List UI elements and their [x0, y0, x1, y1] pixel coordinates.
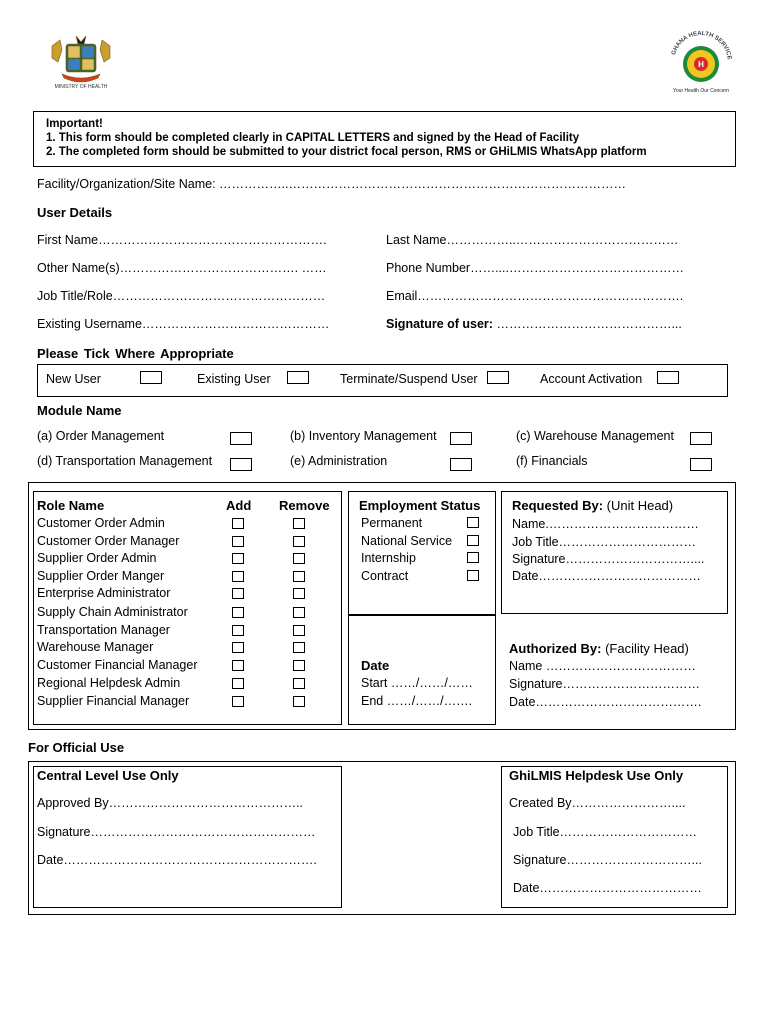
user-signature-dots: ……………………………………... — [492, 317, 682, 331]
employment-status-checkbox[interactable] — [467, 517, 479, 528]
role-name-label: Enterprise Administrator — [37, 586, 171, 600]
user-signature-field[interactable] — [386, 317, 682, 331]
requested-by-note: (Unit Head) — [603, 498, 674, 513]
new-user-checkbox[interactable] — [140, 371, 162, 384]
role-name-label: Supplier Order Manger — [37, 569, 165, 583]
requested-by-heading — [512, 498, 673, 513]
tick-heading: Please Tick Where Appropriate — [37, 346, 234, 361]
module-transportation-management-checkbox[interactable] — [230, 458, 252, 471]
role-add-checkbox[interactable] — [232, 536, 244, 547]
ministry-caption: MINISTRY OF HEALTH — [54, 84, 108, 90]
module-inventory-management-label: (b) Inventory Management — [290, 429, 437, 443]
existing-user-checkbox[interactable] — [287, 371, 309, 384]
authorized-by-date-field[interactable]: Date…………………………………. — [509, 695, 702, 709]
role-add-checkbox[interactable] — [232, 660, 244, 671]
ghs-arc-text: GHANA HEALTH SERVICE — [670, 30, 732, 61]
requested-by-signature-field[interactable]: Signature………………………….... — [512, 552, 705, 566]
module-order-management-label: (a) Order Management — [37, 429, 165, 443]
ghs-tagline: Your Health Our Concern — [673, 88, 729, 94]
role-add-checkbox[interactable] — [232, 625, 244, 636]
employment-status-label: Contract — [361, 569, 409, 583]
requested-by-name-field[interactable]: Name.……………………………… — [512, 517, 699, 531]
role-remove-checkbox[interactable] — [293, 536, 305, 547]
role-add-checkbox[interactable] — [232, 678, 244, 689]
last-name-field[interactable]: Last Name……………..………………………………… — [386, 233, 679, 247]
role-add-checkbox[interactable] — [232, 696, 244, 707]
role-add-checkbox[interactable] — [232, 642, 244, 653]
role-remove-checkbox[interactable] — [293, 588, 305, 599]
important-line-1: 1. This form should be completed clearly in CAPITAL LETTERS and signed by the Head of Facility — [46, 132, 580, 144]
role-name-label: Transportation Manager — [37, 623, 170, 637]
role-add-checkbox[interactable] — [232, 588, 244, 599]
role-name-label: Customer Order Manager — [37, 534, 180, 548]
role-add-checkbox[interactable] — [232, 518, 244, 529]
module-transportation-management-label: (d) Transportation Management — [37, 454, 213, 468]
new-user-label: New User — [46, 372, 101, 386]
module-warehouse-management-checkbox[interactable] — [690, 432, 712, 445]
add-header: Add — [226, 498, 252, 513]
role-remove-checkbox[interactable] — [293, 625, 305, 636]
role-name-label: Supplier Financial Manager — [37, 694, 190, 708]
employment-status-label: National Service — [361, 534, 453, 548]
ministry-of-health-coat-of-arms-logo — [48, 34, 114, 90]
module-financials-checkbox[interactable] — [690, 458, 712, 471]
ghs-letter: H — [698, 60, 704, 69]
job-title-field[interactable]: Job Title/Role…………………………………………… — [37, 289, 326, 303]
role-remove-checkbox[interactable] — [293, 553, 305, 564]
existing-username-field[interactable]: Existing Username……………………………………… — [37, 317, 330, 331]
central-level-heading: Central Level Use Only — [37, 768, 179, 783]
terminate-suspend-user-label: Terminate/Suspend User — [340, 372, 478, 386]
authorized-by-signature-field[interactable]: Signature…………………………… — [509, 677, 701, 691]
module-administration-label: (e) Administration — [290, 454, 388, 468]
first-name-field[interactable]: First Name………………………………………………. — [37, 233, 327, 247]
employment-status-checkbox[interactable] — [467, 535, 479, 546]
helpdesk-job-title-field[interactable]: Job Title…………………………… — [513, 825, 698, 839]
role-add-checkbox[interactable] — [232, 607, 244, 618]
role-add-checkbox[interactable] — [232, 571, 244, 582]
role-name-label: Regional Helpdesk Admin — [37, 676, 181, 690]
other-names-field[interactable]: Other Name(s)……………………………………. …… — [37, 261, 327, 275]
employment-status-checkbox[interactable] — [467, 552, 479, 563]
requested-by-job-title-field[interactable]: Job Title…………………………… — [512, 535, 697, 549]
role-remove-checkbox[interactable] — [293, 607, 305, 618]
role-remove-checkbox[interactable] — [293, 660, 305, 671]
email-field[interactable]: Email………………………………………………………. — [386, 289, 684, 303]
terminate-suspend-user-checkbox[interactable] — [487, 371, 509, 384]
authorized-by-note: (Facility Head) — [601, 641, 689, 656]
authorized-by-title: Authorized By: — [509, 641, 602, 656]
account-activation-checkbox[interactable] — [657, 371, 679, 384]
central-date-field[interactable]: Date……………………………………………………. — [37, 853, 317, 867]
role-remove-checkbox[interactable] — [293, 518, 305, 529]
existing-user-label: Existing User — [197, 372, 271, 386]
created-by-field[interactable]: Created By…………………….... — [509, 796, 686, 810]
user-details-heading: User Details — [37, 205, 113, 220]
helpdesk-date-field[interactable]: Date………………………………… — [513, 881, 702, 895]
role-name-label: Supplier Order Admin — [37, 551, 157, 565]
module-administration-checkbox[interactable] — [450, 458, 472, 471]
facility-name-field[interactable]: Facility/Organization/Site Name: ……………..……………………………………………………………………… — [37, 177, 626, 191]
authorized-by-name-field[interactable]: Name ……………………………… — [509, 659, 696, 673]
employment-status-heading: Employment Status — [359, 498, 481, 513]
role-name-label: Warehouse Manager — [37, 640, 154, 654]
date-heading: Date — [361, 658, 390, 673]
helpdesk-signature-field[interactable]: Signature…………………………... — [513, 853, 702, 867]
requested-by-date-field[interactable]: Date………………………………… — [512, 569, 701, 583]
role-remove-checkbox[interactable] — [293, 571, 305, 582]
approved-by-field[interactable]: Approved By……………………………………….. — [37, 796, 304, 810]
module-order-management-checkbox[interactable] — [230, 432, 252, 445]
role-add-checkbox[interactable] — [232, 553, 244, 564]
authorized-by-heading — [509, 641, 689, 656]
central-signature-field[interactable]: Signature……………………………………………… — [37, 825, 316, 839]
role-remove-checkbox[interactable] — [293, 642, 305, 653]
start-date-field[interactable]: Start ……/……/…… — [361, 676, 473, 690]
end-date-field[interactable]: End ……/……/……. — [361, 694, 473, 708]
module-inventory-management-checkbox[interactable] — [450, 432, 472, 445]
important-notice-box — [33, 111, 736, 167]
role-remove-checkbox[interactable] — [293, 696, 305, 707]
module-warehouse-management-label: (c) Warehouse Management — [516, 429, 674, 443]
user-signature-label: Signature of user: — [386, 317, 493, 331]
account-activation-label: Account Activation — [540, 372, 643, 386]
role-name-label: Customer Order Admin — [37, 516, 165, 530]
employment-status-label: Internship — [361, 551, 416, 565]
role-remove-checkbox[interactable] — [293, 678, 305, 689]
employment-status-checkbox[interactable] — [467, 570, 479, 581]
phone-number-field[interactable]: Phone Number……....…………………………………… — [386, 261, 684, 275]
ghana-health-service-logo — [664, 28, 738, 98]
employment-status-label: Permanent — [361, 516, 423, 530]
module-name-heading: Module Name — [37, 403, 122, 418]
role-name-label: Customer Financial Manager — [37, 658, 198, 672]
requested-by-title: Requested By: — [512, 498, 604, 513]
important-line-2: 2. The completed form should be submitted to your district focal person, RMS or GHiLMIS WhatsApp platform — [46, 146, 647, 158]
helpdesk-heading: GhiLMIS Helpdesk Use Only — [509, 768, 684, 783]
remove-header: Remove — [279, 498, 330, 513]
role-name-header: Role Name — [37, 498, 105, 513]
important-heading: Important! — [46, 118, 103, 130]
module-financials-label: (f) Financials — [516, 454, 588, 468]
official-use-heading: For Official Use — [28, 740, 125, 755]
role-name-label: Supply Chain Administrator — [37, 605, 188, 619]
